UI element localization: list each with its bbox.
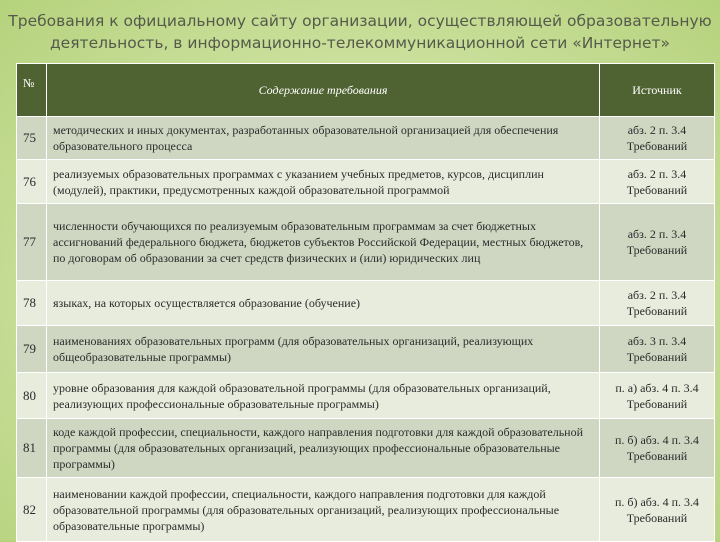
row-number: 81 (17, 419, 47, 478)
row-content: уровне образования для каждой образовательной программы (для образовательных организаций, реализующих профессиональные образовательные программы) (47, 373, 600, 419)
row-number: 80 (17, 373, 47, 419)
title-line-2: деятельность, в информационно-телекоммуникационной сети «Интернет» (49, 34, 671, 52)
table-row (17, 478, 715, 542)
table-row (17, 419, 715, 478)
header-number: № (17, 64, 47, 117)
table-row (17, 373, 715, 419)
row-content: наименованиях образовательных программ (для образовательных организаций, реализующих общеобразовательные программы) (47, 326, 600, 373)
requirements-table (16, 63, 715, 542)
row-number: 79 (17, 326, 47, 373)
table-row (17, 204, 715, 281)
row-source: п. б) абз. 4 п. 3.4 Требований (600, 478, 715, 542)
row-content: численности обучающихся по реализуемым образовательным программам за счет бюджетных ассигнований федерального бюджета, бюджетов субъектов Российской Федерации, местных бюджетов, по договорам об образовании за счет средств физических и (или) юридических лиц (47, 204, 600, 281)
row-source: абз. 2 п. 3.4 Требований (600, 117, 715, 160)
header-source: Источник (600, 64, 715, 117)
row-number: 78 (17, 281, 47, 326)
row-source: абз. 2 п. 3.4 Требований (600, 281, 715, 326)
row-source: п. б) абз. 4 п. 3.4 Требований (600, 419, 715, 478)
row-number: 75 (17, 117, 47, 160)
row-number: 82 (17, 478, 47, 542)
title-line-1: Требования к официальному сайту организации, осуществляющей образовательную (8, 12, 712, 30)
row-content: наименовании каждой профессии, специальности, каждого направления подготовки для каждой образовательной программы (для образовательных организаций, реализующих профессиональные образовательные программы) (47, 478, 600, 542)
row-source: абз. 2 п. 3.4 Требований (600, 160, 715, 204)
table-row (17, 326, 715, 373)
row-source: абз. 2 п. 3.4 Требований (600, 204, 715, 281)
row-content: коде каждой профессии, специальности, каждого направления подготовки для каждой образовательной программы (для образовательных организаций, реализующих профессиональные образовательные программы) (47, 419, 600, 478)
row-content: реализуемых образовательных программах с указанием учебных предметов, курсов, дисциплин (модулей), практики, предусмотренных каждой образовательной программой (47, 160, 600, 204)
row-number: 76 (17, 160, 47, 204)
table-row (17, 160, 715, 204)
row-number: 77 (17, 204, 47, 281)
table-row (17, 281, 715, 326)
row-content: методических и иных документах, разработанных образовательной организацией для обеспечения образовательного процесса (47, 117, 600, 160)
row-source: п. а) абз. 4 п. 3.4 Требований (600, 373, 715, 419)
row-source: абз. 3 п. 3.4 Требований (600, 326, 715, 373)
page-title (0, 10, 720, 54)
table-row (17, 117, 715, 160)
row-content: языках, на которых осуществляется образование (обучение) (47, 281, 600, 326)
table-header-row (17, 64, 715, 117)
header-content: Содержание требования (47, 64, 600, 117)
